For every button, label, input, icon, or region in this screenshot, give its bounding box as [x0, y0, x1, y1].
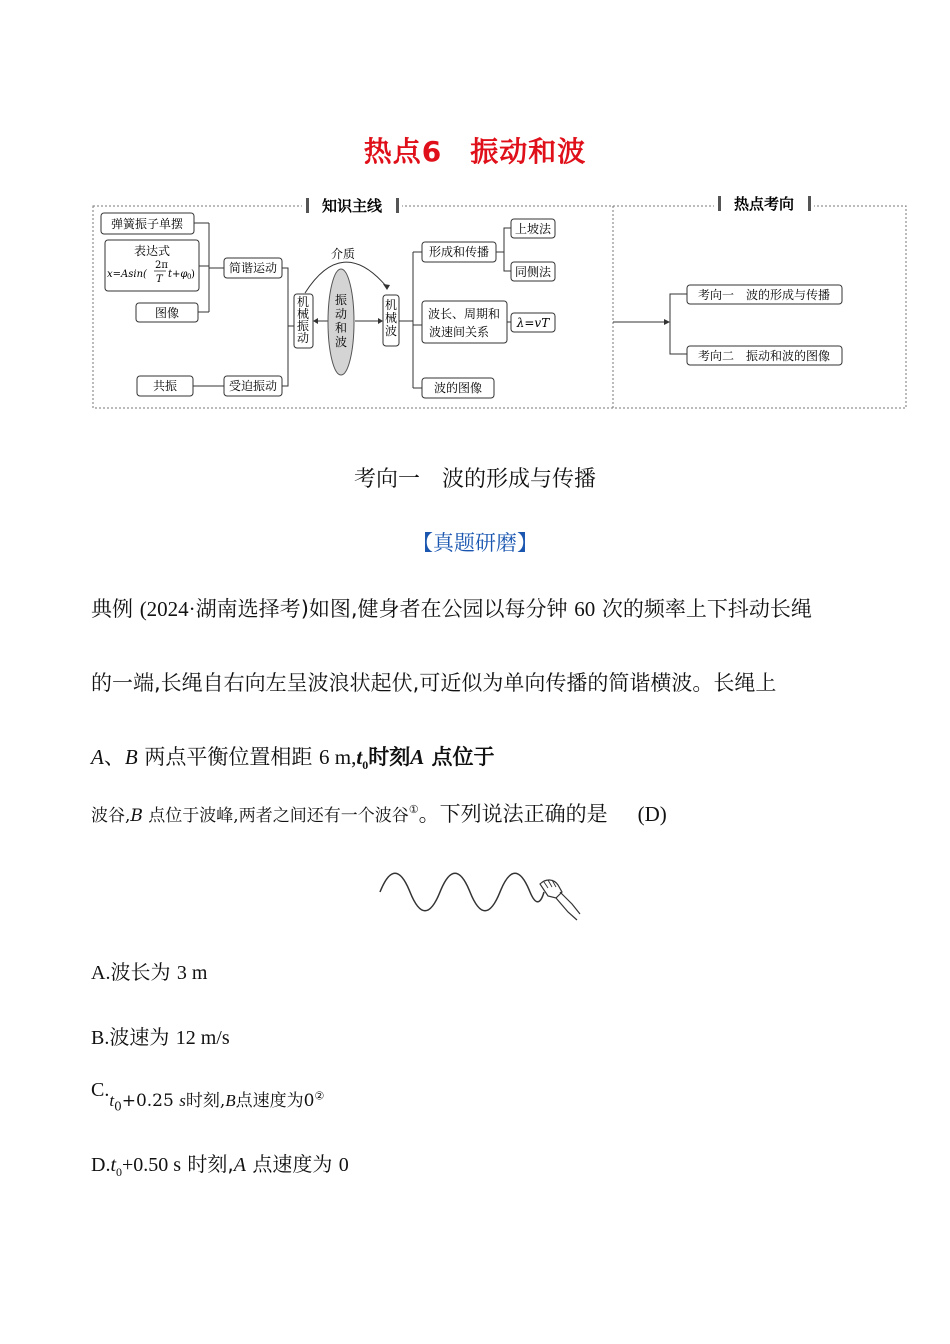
- wave-illustration: [372, 862, 587, 927]
- svg-text:0: 0: [187, 273, 192, 281]
- svg-text:2π: 2π: [155, 260, 168, 271]
- node-relation: 波长、周期和: [427, 307, 501, 321]
- node-shm: 简谐运动: [228, 261, 278, 275]
- node-uphill: 上坡法: [514, 222, 552, 236]
- node-center: 振: [334, 293, 348, 307]
- node-mech-vibration: 机: [296, 295, 310, 309]
- svg-text:振: 振: [296, 319, 310, 333]
- svg-text:波: 波: [334, 335, 348, 349]
- svg-text:械: 械: [296, 307, 310, 321]
- svg-text:动: 动: [296, 331, 310, 345]
- paragraph-line-4: 波谷,B 点位于波峰,两者之间还有一个波谷①。下列说法正确的是 (D): [91, 802, 667, 826]
- paragraph-line-1: 典例 (2024·湖南选择考)如图,健身者在公园以每分钟 60 次的频率上下抖动长绳: [91, 597, 812, 621]
- svg-text:): ): [191, 269, 195, 280]
- node-medium: 介质: [330, 247, 356, 261]
- paragraph-line-3: A、B 两点平衡位置相距 6 $m,t_0$时刻A 点位于: [91, 745, 495, 773]
- expression-formula: x=Asin(: [107, 269, 147, 280]
- svg-text:械: 械: [384, 311, 398, 325]
- option-c: $C._{t_0+0.25 s时刻,B点速度为0^②}$: [91, 1079, 325, 1114]
- diagram-left-header: 知识主线: [321, 197, 383, 215]
- svg-text:波速间关系: 波速间关系: [428, 325, 490, 339]
- node-same-side: 同侧法: [514, 265, 552, 279]
- subheading: 【真题研磨】: [412, 531, 538, 555]
- svg-text:t+φ: t+φ: [168, 269, 188, 280]
- node-wave-image: 波的图像: [433, 381, 483, 395]
- node-expression: 表达式: [133, 244, 171, 258]
- node-formula: λ=vT: [516, 316, 550, 330]
- svg-text:T: T: [156, 274, 163, 285]
- knowledge-diagram: [92, 190, 908, 412]
- option-b: B.波速为 12 m/s: [91, 1025, 230, 1049]
- node-resonance: 共振: [152, 379, 178, 393]
- node-direction-1: 考向一 波的形成与传播: [697, 288, 831, 302]
- node-image: 图像: [154, 306, 180, 320]
- svg-text:动: 动: [334, 307, 348, 321]
- svg-text:和: 和: [334, 321, 348, 335]
- paragraph-line-2: 的一端,长绳自右向左呈波浪状起伏,可近似为单向传播的简谐横波。长绳上: [91, 671, 777, 695]
- node-direction-2: 考向二 振动和波的图像: [697, 349, 831, 363]
- section-heading: 考向一 波的形成与传播: [353, 467, 597, 492]
- page-title: 热点6 振动和波: [363, 135, 587, 168]
- diagram-right-header: 热点考向: [733, 195, 795, 213]
- option-d: $D.t_0+0.50$ s 时刻,A 点速度为 0: [91, 1152, 349, 1179]
- node-spring: 弹簧振子单摆: [110, 217, 184, 231]
- svg-text:波: 波: [384, 324, 398, 338]
- answer: (D): [637, 802, 667, 826]
- node-forced: 受迫振动: [228, 379, 278, 393]
- option-a: A.波长为 3 m: [91, 960, 208, 984]
- node-mech-wave: 机: [384, 298, 398, 312]
- node-formation: 形成和传播: [428, 245, 490, 259]
